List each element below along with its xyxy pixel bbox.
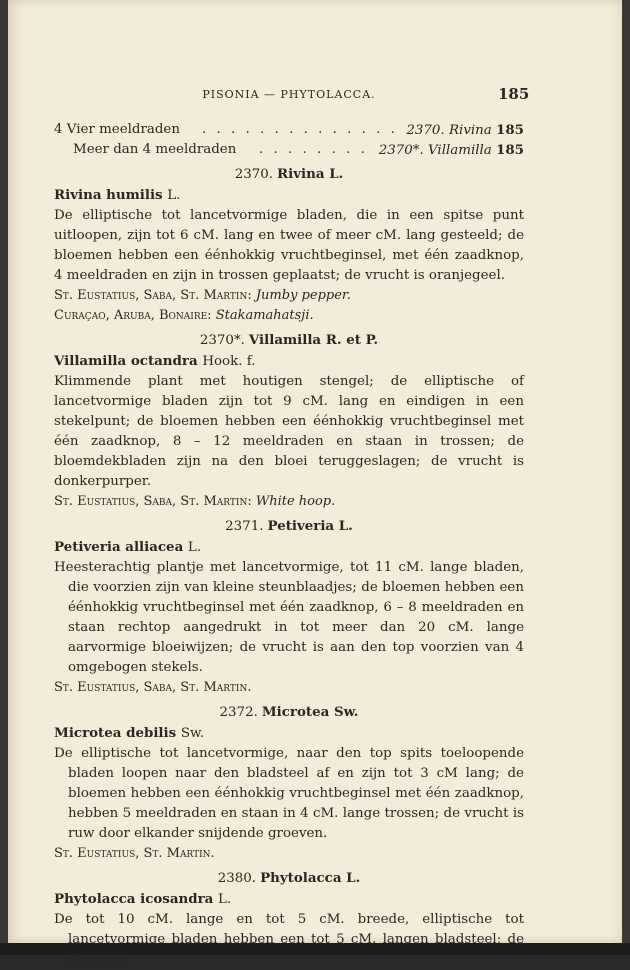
locality-islands: Curaçao, Aruba, Bonaire: xyxy=(54,308,212,323)
key-target xyxy=(379,140,524,161)
species-heading xyxy=(54,351,524,372)
species-author: L. xyxy=(167,188,181,203)
running-header: PISONIA — PHYTOLACCA. xyxy=(202,88,376,101)
species-description: De elliptische tot lancetvormige bladen, die in een spitse punt uitloopen, zijn tot 6 cM. lang en twee of meer cM. lang gesteeld; de bloemen hebben een éénhokkig vruchtbeginsel, met één zaadknop, 4 meeldraden en zijn in trossen geplaatst; de vrucht is oranjegeel. xyxy=(54,208,524,283)
locality-islands: St. Eustatius, St. Martin. xyxy=(54,846,215,861)
page-number: 185 xyxy=(498,85,530,103)
species-author: Sw. xyxy=(180,726,205,741)
locality-line xyxy=(54,844,524,864)
genus-name: Microtea Sw. xyxy=(261,704,359,720)
species-description: Heesterachtig plantje met lancetvormige, tot 11 cM. lange bladen, die voorzien zijn van kleine steunblaadjes; de bloemen hebben een éénhokkig vruchtbeginsel met één zaadknop, 6 – 8 meeldraden en staan rechtop aangedrukt in tot meer dan 20 cM. lange aarvormige bloeiwijzen; de vrucht is aan den top voorzien van 4 omgebogen stekels. xyxy=(54,560,524,675)
species-heading xyxy=(54,537,524,558)
species-name: Phytolacca icosandra xyxy=(54,891,214,907)
key-page: 185 xyxy=(496,122,524,138)
species-author: L. xyxy=(218,892,232,907)
genus-heading xyxy=(54,868,524,889)
species-heading xyxy=(54,889,524,910)
species-name: Petiveria alliacea xyxy=(54,539,184,555)
genus-name: Phytolacca L. xyxy=(260,870,361,886)
key-page: 185 xyxy=(496,142,524,158)
species-author: L. xyxy=(187,540,202,555)
key-target-name: 2370*. Villamilla xyxy=(378,143,492,158)
genus-name: Petiveria L. xyxy=(267,518,353,534)
key-target-name: 2370. Rivina xyxy=(406,123,492,138)
key-lead: 4 Vier meeldraden xyxy=(54,122,180,137)
vernacular-name: Stakamahatsji. xyxy=(215,308,314,323)
locality-islands: St. Eustatius, Saba, St. Martin. xyxy=(54,680,252,695)
genus-heading xyxy=(54,516,524,537)
locality-line xyxy=(54,286,524,306)
vernacular-name: White hoop. xyxy=(255,494,336,509)
species-description: Klimmende plant met houtigen stengel; de elliptische of lancetvormige bladen zijn tot 9 cM. lang en eindigen in een stekelpunt; de bloemen hebben een éénhokkig vruchtbeginsel met één zaadknop, 8 – 12 meeldraden en staan in trossen; de bloemdekbladen zijn na den bloei teruggeslagen; de vrucht is donkerpurper. xyxy=(54,374,524,489)
scan-border-right xyxy=(622,0,630,955)
genus-number: 2372. xyxy=(219,705,258,720)
species-name: Rivina humilis xyxy=(54,187,163,203)
locality-line xyxy=(54,492,524,512)
key-line xyxy=(54,140,524,160)
genus-heading xyxy=(54,164,524,185)
key-leader-dots: . . . . . . . . xyxy=(259,142,368,157)
genus-heading xyxy=(54,330,524,351)
genus-number: 2380. xyxy=(217,871,257,886)
species-author: Hook. f. xyxy=(202,354,256,369)
locality-line xyxy=(54,306,524,326)
species-heading xyxy=(54,723,524,744)
key-line xyxy=(54,120,524,140)
genus-name: Villamilla R. et P. xyxy=(248,332,379,348)
vernacular-name: Jumby pepper. xyxy=(255,288,351,303)
genus-heading xyxy=(54,702,524,723)
scan-border-left xyxy=(0,0,8,955)
genus-name: Rivina L. xyxy=(277,166,344,182)
genus-number: 2370. xyxy=(234,167,274,182)
genus-number: 2371. xyxy=(225,519,264,534)
locality-line xyxy=(54,678,524,698)
locality-islands: St. Eustatius, Saba, St. Martin: xyxy=(54,288,252,303)
species-description: De elliptische tot lancetvormige, naar den top spits toeloopende bladen loopen naar den bladsteel af en zijn tot 3 cM lang; de bloemen hebben een éénhokkig vruchtbeginsel met één zaadknop, hebben 5 meeldraden en staan in 4 cM. lange trossen; de vrucht is ruw door elkander snijdende groeven. xyxy=(54,746,524,841)
key-leader-dots: . . . . . . . . . . . . . . xyxy=(202,122,398,137)
species-name: Microtea debilis xyxy=(54,725,177,741)
key-target xyxy=(406,120,524,141)
species-description: De tot 10 cM. lange en tot 5 cM. breede, elliptische tot lancetvormige bladen hebben een tot 5 cM. langen bladsteel; de bloemen xyxy=(54,912,524,967)
species-heading xyxy=(54,185,524,206)
book-page xyxy=(8,0,622,967)
locality-islands: St. Eustatius, Saba, St. Martin: xyxy=(54,494,252,509)
species-name: Villamilla octandra xyxy=(54,353,198,369)
page-content xyxy=(54,120,524,970)
key-lead: Meer dan 4 meeldraden xyxy=(73,142,237,157)
genus-number: 2370*. xyxy=(199,333,245,348)
